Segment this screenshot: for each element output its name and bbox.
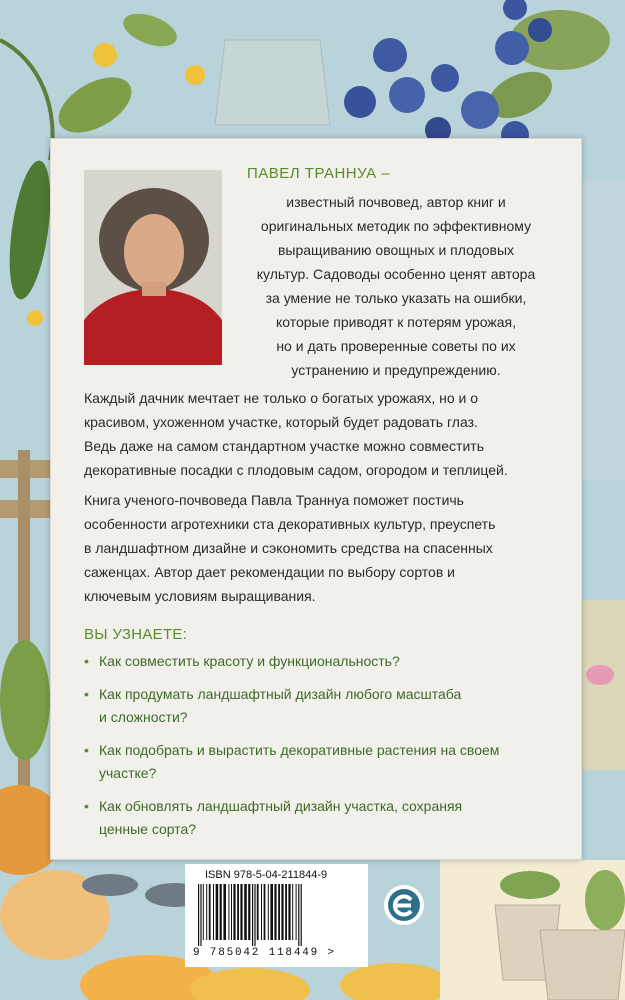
list-item-text: и сложности? bbox=[99, 709, 188, 725]
list-item bbox=[84, 795, 534, 841]
author-bio-line: устранению и предупреждению. bbox=[291, 362, 501, 378]
paragraph-line: саженцах. Автор дает рекомендации по выбору сортов и bbox=[84, 564, 455, 580]
barcode-bar bbox=[248, 884, 250, 940]
barcode-bar bbox=[281, 884, 283, 940]
barcode-bar bbox=[261, 884, 262, 940]
barcode-bar bbox=[200, 884, 201, 946]
author-bio-line: оригинальных методик по эффективному bbox=[260, 218, 532, 234]
author-name: ПАВЕЛ ТРАННУА – bbox=[247, 165, 391, 182]
author-bio-line: известный почвовед, автор книг и bbox=[286, 194, 506, 210]
barcode-bar bbox=[237, 884, 239, 940]
barcode-bars bbox=[198, 884, 356, 946]
barcode-bar bbox=[274, 884, 276, 940]
author-bio-line: но и дать проверенные советы по их bbox=[276, 338, 516, 354]
author-bio-line: культур. Садоводы особенно ценят автора bbox=[256, 266, 536, 282]
barcode-bar bbox=[198, 884, 199, 946]
barcode-digits: 9 785042 118449 > bbox=[193, 947, 336, 959]
barcode-bar bbox=[296, 884, 297, 940]
barcode-bar bbox=[231, 884, 232, 940]
bullet-icon: • bbox=[84, 742, 89, 758]
barcode-bar bbox=[257, 884, 259, 940]
list-item-text: участке? bbox=[99, 765, 157, 781]
learn-heading: ВЫ УЗНАЕТЕ: bbox=[84, 626, 188, 643]
description-paragraph-1 bbox=[84, 386, 550, 482]
author-photo bbox=[84, 170, 222, 365]
barcode-bar bbox=[216, 884, 219, 940]
barcode-bar bbox=[270, 884, 273, 940]
paragraph-line: Книга ученого-почвоведа Павла Траннуа поможет постичь bbox=[84, 492, 464, 508]
bullet-icon: • bbox=[84, 798, 89, 814]
paragraph-line: красивом, ухоженном участке, который будет радовать глаз. bbox=[84, 414, 478, 430]
barcode-bar bbox=[209, 884, 211, 940]
barcode-bar bbox=[252, 884, 253, 946]
author-bio bbox=[246, 190, 546, 382]
barcode-bar bbox=[244, 884, 247, 940]
paragraph-line: Ведь даже на самом стандартном участке можно совместить bbox=[84, 438, 484, 454]
pink-tulip-icon bbox=[586, 665, 614, 685]
bullet-icon: • bbox=[84, 686, 89, 702]
barcode-bar bbox=[301, 884, 302, 946]
paragraph-line: особенности агротехники ста декоративных культур, преуспеть bbox=[84, 516, 496, 532]
barcode-bar bbox=[288, 884, 290, 940]
barcode-bar bbox=[233, 884, 235, 940]
eksmo-e-logo-icon bbox=[384, 885, 424, 925]
barcode-bar bbox=[203, 884, 204, 940]
description-paragraph-2 bbox=[84, 488, 550, 608]
barcode-bar bbox=[264, 884, 266, 940]
barcode-bar bbox=[213, 884, 214, 940]
author-bio-line: которые приводят к потерям урожая, bbox=[275, 314, 517, 330]
blueberries-illustration bbox=[344, 0, 610, 149]
paragraph-line: Каждый дачник мечтает не только о богатых урожаях, но и о bbox=[84, 390, 479, 406]
flower-pots-illustration bbox=[440, 860, 625, 1000]
barcode-bar bbox=[206, 884, 207, 940]
publisher-logo-badge bbox=[384, 885, 424, 925]
barcode-bar bbox=[285, 884, 287, 940]
paragraph-line: декоративные посадки с плодовым садом, огородом и теплицей. bbox=[84, 462, 508, 478]
author-bio-line: выращиванию овощных и плодовых bbox=[277, 242, 515, 258]
list-item-text: Как совместить красоту и функциональность? bbox=[99, 653, 400, 669]
learn-list bbox=[84, 650, 534, 851]
list-item bbox=[84, 650, 534, 673]
list-item bbox=[84, 683, 534, 729]
barcode-bar bbox=[298, 884, 299, 946]
barcode-bar bbox=[268, 884, 269, 940]
list-item-text: Как обновлять ландшафтный дизайн участка, сохраняя bbox=[99, 798, 463, 814]
list-item bbox=[84, 739, 534, 785]
isbn-text: ISBN 978-5-04-211844-9 bbox=[205, 869, 328, 881]
barcode-bar bbox=[278, 884, 280, 940]
barcode-bar bbox=[228, 884, 229, 940]
barcode-bar bbox=[223, 884, 226, 940]
barcode-bar bbox=[220, 884, 222, 940]
bullet-icon: • bbox=[84, 653, 89, 669]
list-item-text: Как подобрать и вырастить декоративные растения на своем bbox=[99, 742, 500, 758]
barcode-bar bbox=[292, 884, 293, 940]
paragraph-line: в ландшафтном дизайне и сэкономить средства на спасенных bbox=[84, 540, 493, 556]
barcode-bar bbox=[254, 884, 255, 946]
paragraph-line: ключевым условиям выращивания. bbox=[84, 588, 316, 604]
list-item-text: Как продумать ландшафтный дизайн любого масштаба bbox=[99, 686, 462, 702]
barcode-bar bbox=[240, 884, 242, 940]
author-bio-line: за умение не только указать на ошибки, bbox=[265, 290, 527, 306]
list-item-text: ценные сорта? bbox=[99, 821, 197, 837]
